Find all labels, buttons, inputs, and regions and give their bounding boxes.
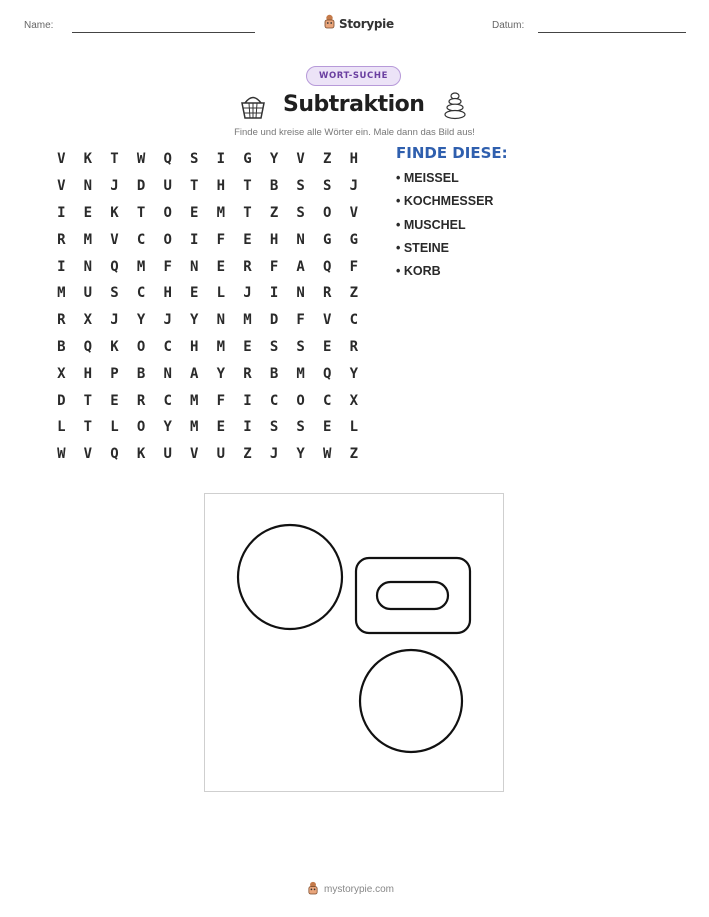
grid-row — [48, 414, 367, 441]
grid-row — [48, 280, 367, 307]
grid-letter[interactable]: F — [349, 258, 359, 275]
grid-letter[interactable]: T — [190, 178, 199, 195]
grid-letter[interactable]: T — [243, 178, 252, 195]
grid-letter[interactable]: M — [243, 312, 252, 329]
grid-letter[interactable]: H — [269, 231, 279, 248]
grid-letter[interactable]: M — [190, 392, 199, 409]
grid-letter[interactable]: K — [110, 204, 119, 221]
grid-letter[interactable]: E — [190, 204, 199, 221]
circle-shape — [238, 525, 342, 629]
grid-letter[interactable]: D — [136, 178, 146, 195]
word-item: • KORB — [396, 264, 441, 279]
grid-letter[interactable]: E — [216, 419, 226, 436]
grid-letter[interactable]: C — [323, 392, 332, 409]
grid-letter[interactable]: U — [83, 285, 93, 302]
grid-letter[interactable]: Q — [110, 446, 119, 463]
grid-row — [48, 387, 367, 414]
grid-letter[interactable]: S — [269, 338, 279, 355]
grid-letter[interactable]: C — [136, 285, 146, 302]
grid-letter[interactable]: W — [136, 151, 146, 168]
grid-letter[interactable]: M — [136, 258, 146, 275]
grid-letter[interactable]: A — [296, 258, 305, 275]
grid-letter[interactable]: Q — [323, 365, 332, 382]
storypie-logo-icon — [323, 14, 336, 33]
name-field[interactable] — [72, 32, 255, 33]
grid-letter[interactable]: Q — [163, 151, 172, 168]
footer — [307, 880, 394, 899]
date-label: Datum: — [492, 20, 525, 31]
grid-letter[interactable]: J — [349, 178, 359, 195]
grid-letter[interactable]: I — [216, 151, 226, 168]
grid-letter[interactable]: O — [136, 419, 146, 436]
grid-letter[interactable]: T — [110, 151, 119, 168]
grid-row — [48, 173, 367, 200]
grid-letter[interactable]: S — [296, 338, 305, 355]
grid-letter[interactable]: E — [243, 338, 252, 355]
grid-letter[interactable]: N — [296, 231, 305, 248]
grid-letter[interactable]: Y — [163, 419, 172, 436]
grid-letter[interactable]: V — [57, 178, 66, 195]
grid-letter[interactable]: L — [110, 419, 119, 436]
grid-letter[interactable]: U — [163, 178, 172, 195]
grid-row — [48, 307, 367, 334]
grid-letter[interactable]: S — [269, 419, 279, 436]
grid-letter[interactable]: E — [243, 231, 252, 248]
grid-letter[interactable]: K — [83, 151, 93, 168]
grid-letter[interactable]: H — [190, 338, 199, 355]
letter-grid[interactable] — [48, 146, 367, 468]
grid-letter[interactable]: C — [136, 231, 146, 248]
grid-letter[interactable]: O — [323, 204, 332, 221]
grid-letter[interactable]: Y — [136, 312, 146, 329]
grid-letter[interactable]: I — [57, 204, 66, 221]
grid-letter[interactable]: G — [349, 231, 359, 248]
grid-letter[interactable]: V — [57, 151, 66, 168]
grid-letter[interactable]: L — [216, 285, 226, 302]
grid-letter[interactable]: V — [323, 312, 332, 329]
grid-letter[interactable]: D — [269, 312, 279, 329]
grid-letter[interactable]: Q — [83, 338, 93, 355]
grid-letter[interactable]: E — [323, 419, 332, 436]
grid-letter[interactable]: L — [57, 419, 66, 436]
grid-letter[interactable]: M — [216, 204, 226, 221]
grid-letter[interactable]: R — [323, 285, 332, 302]
grid-letter[interactable]: N — [216, 312, 226, 329]
grid-letter[interactable]: T — [83, 392, 93, 409]
brand-logo — [323, 14, 394, 33]
grid-letter[interactable]: Z — [243, 446, 252, 463]
grid-letter[interactable]: U — [163, 446, 172, 463]
grid-letter[interactable]: M — [190, 419, 199, 436]
grid-letter[interactable]: Y — [349, 365, 359, 382]
grid-letter[interactable]: F — [269, 258, 279, 275]
grid-letter[interactable]: V — [110, 231, 119, 248]
grid-row — [48, 334, 367, 361]
grid-letter[interactable]: I — [190, 231, 199, 248]
grid-letter[interactable]: C — [163, 338, 172, 355]
grid-letter[interactable]: S — [296, 178, 305, 195]
grid-letter[interactable]: U — [216, 446, 226, 463]
grid-letter[interactable]: N — [83, 178, 93, 195]
grid-letter[interactable]: C — [349, 312, 359, 329]
basket-icon — [238, 91, 268, 125]
grid-letter[interactable]: Q — [110, 258, 119, 275]
brand-name: Storypie — [339, 16, 394, 31]
grid-letter[interactable]: E — [83, 204, 93, 221]
grid-letter[interactable]: N — [190, 258, 199, 275]
grid-letter[interactable]: O — [163, 231, 172, 248]
grid-letter[interactable]: H — [163, 285, 172, 302]
grid-letter[interactable]: V — [83, 446, 93, 463]
grid-letter[interactable]: C — [269, 392, 279, 409]
grid-letter[interactable]: S — [296, 419, 305, 436]
grid-letter[interactable]: S — [323, 178, 332, 195]
grid-letter[interactable]: G — [323, 231, 332, 248]
grid-letter[interactable]: X — [57, 365, 66, 382]
grid-letter[interactable]: B — [57, 338, 66, 355]
grid-letter[interactable]: Z — [349, 285, 359, 302]
grid-letter[interactable]: R — [243, 258, 252, 275]
grid-letter[interactable]: G — [243, 151, 252, 168]
grid-letter[interactable]: K — [136, 446, 146, 463]
grid-letter[interactable]: J — [269, 446, 279, 463]
grid-letter[interactable]: N — [83, 258, 93, 275]
grid-letter[interactable]: E — [216, 258, 226, 275]
grid-letter[interactable]: I — [57, 258, 66, 275]
grid-letter[interactable]: Y — [269, 151, 279, 168]
word-item: • MEISSEL — [396, 171, 459, 185]
grid-letter[interactable]: M — [296, 365, 305, 382]
grid-letter[interactable]: R — [136, 392, 146, 409]
grid-letter[interactable]: O — [136, 338, 146, 355]
grid-letter[interactable]: S — [190, 151, 199, 168]
grid-letter[interactable]: V — [349, 204, 359, 221]
grid-letter[interactable]: M — [57, 285, 66, 302]
grid-letter[interactable]: N — [163, 365, 172, 382]
grid-letter[interactable]: M — [83, 231, 93, 248]
grid-letter[interactable]: Q — [323, 258, 332, 275]
grid-letter[interactable]: R — [57, 312, 66, 329]
grid-letter[interactable]: J — [110, 312, 119, 329]
grid-letter[interactable]: H — [349, 151, 359, 168]
grid-letter[interactable]: O — [296, 392, 305, 409]
grid-letter[interactable]: T — [83, 419, 93, 436]
grid-letter[interactable]: Z — [349, 446, 359, 463]
grid-row — [48, 226, 367, 253]
footer-url: mystorypie.com — [324, 884, 395, 895]
title-row — [0, 90, 709, 124]
grid-letter[interactable]: F — [216, 231, 226, 248]
word-item: • MUSCHEL — [396, 217, 466, 232]
grid-letter[interactable]: S — [296, 204, 305, 221]
grid-letter[interactable]: V — [190, 446, 199, 463]
coloring-picture[interactable] — [204, 493, 504, 792]
grid-letter[interactable]: D — [57, 392, 66, 409]
grid-letter[interactable]: J — [163, 312, 172, 329]
grid-row — [48, 146, 367, 173]
grid-letter[interactable]: X — [349, 392, 359, 409]
grid-letter[interactable]: C — [163, 392, 172, 409]
grid-letter[interactable]: X — [83, 312, 93, 329]
grid-letter[interactable]: B — [136, 365, 146, 382]
grid-letter[interactable]: T — [136, 204, 146, 221]
grid-letter[interactable]: A — [190, 365, 199, 382]
word-list-title: FINDE DIESE: — [396, 144, 508, 162]
grid-letter[interactable]: L — [349, 419, 359, 436]
grid-letter[interactable]: H — [83, 365, 93, 382]
grid-row — [48, 200, 367, 227]
pill-shape — [377, 582, 448, 609]
grid-letter[interactable]: T — [243, 204, 252, 221]
instructions: Finde und kreise alle Wörter ein. Male dann das Bild aus! — [234, 127, 475, 138]
grid-letter[interactable]: Y — [216, 365, 226, 382]
grid-letter[interactable]: J — [110, 178, 119, 195]
word-item: • STEINE — [396, 240, 449, 255]
grid-row — [48, 253, 367, 280]
grid-letter[interactable]: Y — [190, 312, 199, 329]
grid-letter[interactable]: E — [323, 338, 332, 355]
stone-stack-icon — [442, 91, 468, 125]
grid-letter[interactable]: B — [269, 178, 279, 195]
grid-letter[interactable]: H — [216, 178, 226, 195]
circle-shape — [360, 650, 462, 752]
grid-row — [48, 441, 367, 468]
grid-letter[interactable]: J — [243, 285, 252, 302]
grid-letter[interactable]: B — [269, 365, 279, 382]
grid-letter[interactable]: W — [323, 446, 332, 463]
grid-letter[interactable]: F — [163, 258, 172, 275]
grid-letter[interactable]: F — [216, 392, 226, 409]
grid-letter[interactable]: O — [163, 204, 172, 221]
grid-letter[interactable]: I — [243, 392, 252, 409]
grid-letter[interactable]: S — [110, 285, 119, 302]
word-list — [396, 144, 508, 287]
storypie-logo-icon — [307, 880, 319, 899]
grid-letter[interactable]: Z — [269, 204, 279, 221]
grid-letter[interactable]: E — [110, 392, 119, 409]
grid-letter[interactable]: W — [57, 446, 66, 463]
grid-letter[interactable]: E — [190, 285, 199, 302]
grid-letter[interactable]: P — [110, 365, 119, 382]
name-label: Name: — [24, 20, 54, 31]
grid-letter[interactable]: K — [110, 338, 119, 355]
grid-letter[interactable]: F — [296, 312, 305, 329]
grid-letter[interactable]: R — [349, 338, 359, 355]
grid-letter[interactable]: R — [243, 365, 252, 382]
grid-letter[interactable]: V — [296, 151, 305, 168]
grid-letter[interactable]: Y — [296, 446, 305, 463]
activity-badge: WORT-SUCHE — [306, 66, 401, 86]
grid-letter[interactable]: I — [269, 285, 279, 302]
grid-letter[interactable]: I — [243, 419, 252, 436]
grid-row — [48, 360, 367, 387]
grid-letter[interactable]: M — [216, 338, 226, 355]
page-title: Subtraktion — [283, 92, 425, 117]
word-item: • KOCHMESSER — [396, 194, 494, 209]
date-field[interactable] — [538, 32, 686, 33]
grid-letter[interactable]: N — [296, 285, 305, 302]
grid-letter[interactable]: R — [57, 231, 66, 248]
grid-letter[interactable]: Z — [323, 151, 332, 168]
